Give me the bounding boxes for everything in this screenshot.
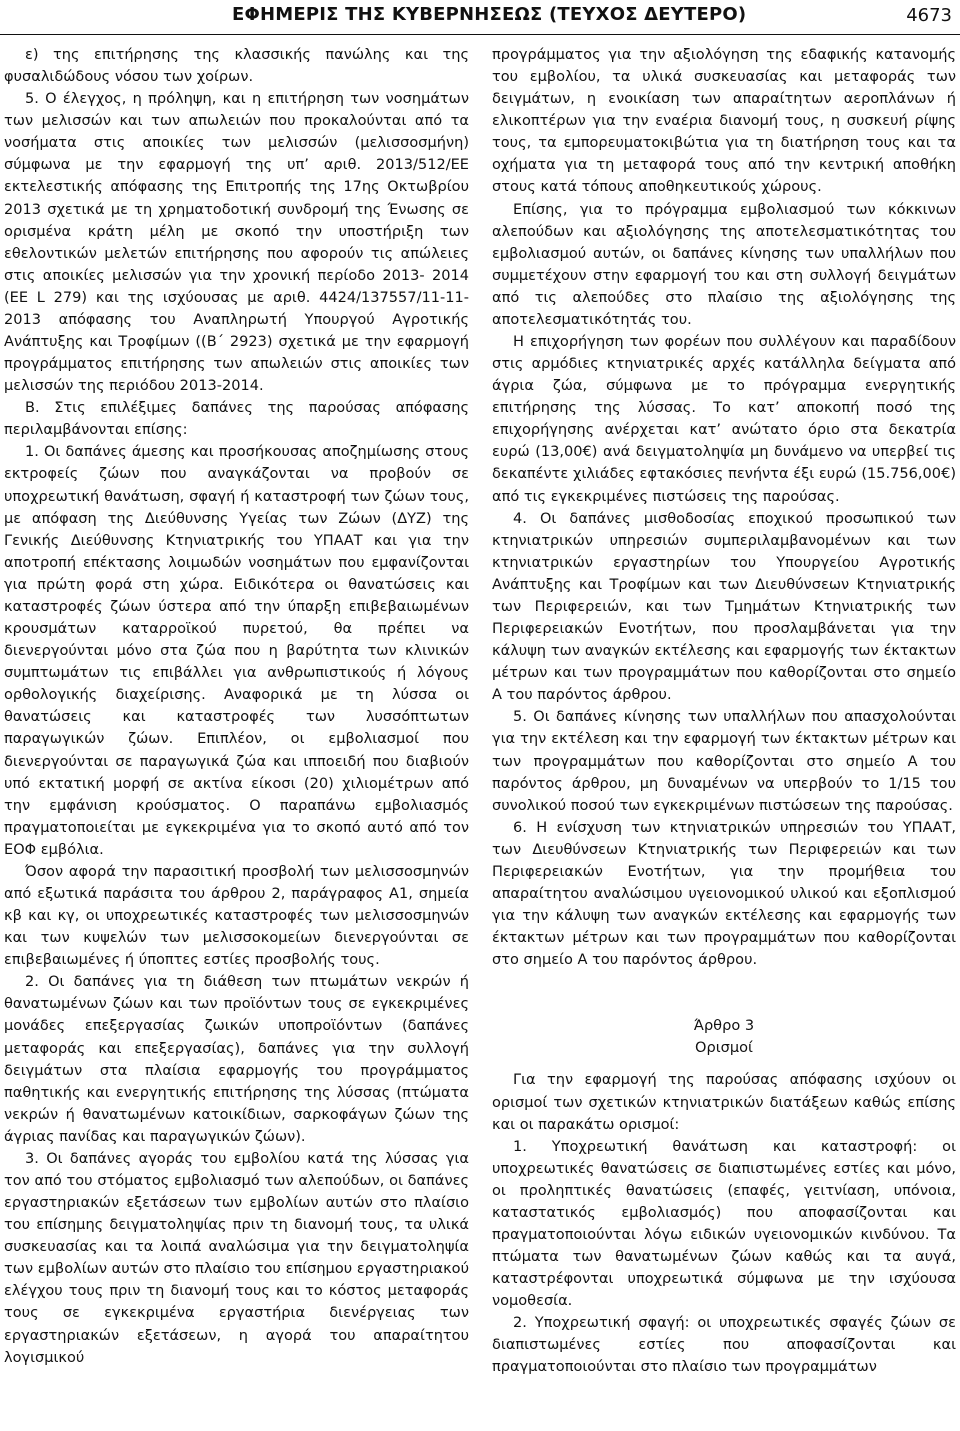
paragraph: 2. Οι δαπάνες για τη διάθεση των πτωμάτων νεκρών ή θανατωμένων ζώων και των προϊόντων τους σε εγκεκριμένες μονάδες επεξεργασίας ζωικών υποπροϊόντων (δαπάνες μεταφοράς και επεξεργασίας), δαπάνες για την συλλογή δειγμάτων στα πλαίσια εφαρμογής του προγράμματος παθητικής και ενεργητικής επιτήρησης της λύσσας (πτώματα νεκρών ή θανατωμένων κατοικίδιων, σαρκοφάγων ζώων της άγριας πανίδας και παραγωγικών ζώων).: [4, 973, 469, 1145]
paragraph: 6. Η ενίσχυση των κτηνιατρικών υπηρεσιών του ΥΠΑΑΤ, των Διευθύνσεων Κτηνιατρικής των Περιφερειών και των Περιφερειακών Ενοτήτων, για την προμήθεια του απαραίτητου αναλώσιμου υγειονομικού υλικού και εξοπλισμού για την κάλυψη των αναγκών εκτέλεσης και εφαρμογής των έκτακτων μέτρων και των προγραμμάτων που καθορίζονται στο σημείο Α του παρόντος άρθρου.: [492, 818, 956, 969]
paragraph: 5. Ο έλεγχος, η πρόληψη, και η επιτήρηση των νοσημάτων των μελισσών και των απωλειών που προκαλούνται από τα νοσήματα στις αποικίες των μελισσών (μελισσοσμήνη) σύμφωνα με την εφαρμογή της υπ’ αριθ. 2013/512/ΕΕ εκτελεστικής απόφασης της Επιτροπής της 17ης Οκτωβρίου 2013 σχετικά με τη χρηματοδοτική συνδρομή της Ένωσης σε ορισμένα κράτη μέλη με σκοπό την υποστήριξη των εθελοντικών μελετών επιτήρησης που αφορούν τις απώλειες στις αποικίες μελισσών για την χρονική περίοδο 2013- 2014 (ΕΕ L 279) και της ισχύουσας με αριθ. 4424/137557/11-11-2013 απόφασης του Αναπληρωτή Υπουργού Αγροτικής Ανάπτυξης και Τροφίμων ((Β΄ 2923) σχετικά με την εφαρμογή προγράμματος επιτήρησης των απωλειών στις αποικίες των μελισσών της περιόδου 2013-2014.: [4, 90, 469, 395]
paragraph: ε) της επιτήρησης της κλασσικής πανώλης και της φυσαλιδώδους νόσου των χοίρων.: [4, 46, 469, 86]
paragraph: Β. Στις επιλέξιμες δαπάνες της παρούσας απόφασης περιλαμβάνονται επίσης:: [4, 399, 469, 439]
paragraph: 1. Οι δαπάνες άμεσης και προσήκουσας αποζημίωσης στους εκτροφείς ζώων που αναγκάζονται να προβούν σε υποχρεωτική θανάτωση, σφαγή ή καταστροφή των ζώων τους, με απόφαση της Διεύθυνσης Υγείας των Ζώων (ΔΥΖ) της Γενικής Διεύθυνσης Κτηνιατρικής του ΥΠΑΑΤ και για την αποτροπή επέκτασης λοιμωδών νοσημάτων που εμφανίζονται για πρώτη φορά στη χώρα. Ειδικότερα οι θανατώσεις και καταστροφές ζώων ύστερα από την ύπαρξη επιβεβαιωμένων κρουσμάτων καταρροϊκού πυρετού, θα πρέπει να διενεργούνται μόνο στα ζώα που η βαρύτητα των κλινικών συμπτωμάτων τις επιβάλλει για ανθρωπιστικούς ή λόγους ορθολογικής διαχείρισης. Αναφορικά με τη λύσσα οι θανατώσεις και καταστροφές των λυσσόπτωτων παραγωγικών ζώων. Επιπλέον, οι εμβολιασμοί που διενεργούνται σε παραγωγικά ζώα και ιπποειδή που διαβιούν υπό εκτατική μορφή σε ακτίνα είκοσι (20) χιλιομέτρων από την εμφάνιση κρούσματος. Ο παραπάνω εμβολιασμός πραγματοποιείται με εγκεκριμένα για το σκοπό αυτό από τον ΕΟΦ εμβόλια.: [4, 443, 469, 858]
article-title: Ορισμοί: [695, 1039, 753, 1057]
article-number: Άρθρο 3: [693, 1017, 755, 1035]
article-heading: [492, 1015, 956, 1059]
page-number: 4673: [906, 5, 952, 26]
paragraph: 2. Υποχρεωτική σφαγή: οι υποχρεωτικές σφαγές ζώων σε διαπιστωμένες εστίες που αποφασίζονται και πραγματοποιούνται στο πλαίσιο των προγραμμάτων: [492, 1314, 956, 1376]
paragraph: 3. Οι δαπάνες αγοράς του εμβολίου κατά της λύσσας για τον από του στόματος εμβολιασμό των αλεπούδων, οι δαπάνες εργαστηριακών εξετάσεων των εμβολίων αυτών στο πλαίσιο του επίσημης δειγματοληψίας πριν τη διανομή τους, τα υλικά συσκευασίας και τα λοιπά αναλώσιμα για την δειγματοληψία των εμβολίων αυτών στο πλαίσιο του επίσημου εργαστηριακού ελέγχου τους πριν τη διανομή τους και το κόστος μεταφοράς τους σε εγκεκριμένα εργαστήρια διενέργειας των εργαστηριακών εξετάσεων, η αγορά του απαραίτητου λογισμικού: [4, 1149, 469, 1366]
gazette-title: ΕΦΗΜΕΡΙΣ ΤΗΣ ΚΥΒΕΡΝΗΣΕΩΣ (ΤΕΥΧΟΣ ΔΕΥΤΕΡΟ): [232, 4, 747, 25]
right-column: [492, 44, 956, 1379]
paragraph: 4. Οι δαπάνες μισθοδοσίας εποχικού προσωπικού των κτηνιατρικών υπηρεσιών συμπεριλαμβανομένων και των κτηνιατρικών εργαστηρίων του Υπουργείου Αγροτικής Ανάπτυξης και Τροφίμων και των Διευθύνσεων Κτηνιατρικής των Περιφερειών, και των Τμημάτων Κτηνιατρικής των Περιφερειακών Ενοτήτων, που προσλαμβάνεται για την κάλυψη των αναγκών εκτέλεσης και εφαρμογής των έκτακτων μέτρων και των προγραμμάτων που καθορίζονται στο σημείο Α του παρόντος άρθρου.: [492, 509, 956, 704]
paragraph: Η επιχορήγηση των φορέων που συλλέγουν και παραδίδουν στις αρμόδιες κτηνιατρικές αρχές κατάλληλα δείγματα από άγρια ζώα, σύμφωνα με το πρόγραμμα ενεργητικής επιτήρησης της λύσσας. Το κατ’ αποκοπή ποσό της επιχορήγησης ανέρχεται κατ’ ανώτατο όριο στα δεκατρία ευρώ (13,00€) ανά δειγματοληψία μη δυνάμενο να υπερβεί τις δεκαπέντε χιλιάδες εφτακόσιες πενήντα έξι ευρώ (15.756,00€) από τις εγκεκριμένες πιστώσεις της παρούσας.: [492, 333, 956, 505]
paragraph: 5. Οι δαπάνες κίνησης των υπαλλήλων που απασχολούνται για την εκτέλεση και την εφαρμογή των έκτακτων μέτρων και των προγραμμάτων που καθορίζονται στο σημείο Α του παρόντος άρθρου, μη δυναμένων να υπερβούν το 1/15 του συνολικού ποσού των εγκεκριμένων πιστώσεων της παρούσας.: [492, 708, 956, 814]
page-header: [0, 0, 960, 35]
paragraph: Για την εφαρμογή της παρούσας απόφασης ισχύουν οι ορισμοί των σχετικών κτηνιατρικών διατάξεων καθώς επίσης και οι παρακάτω ορισμοί:: [492, 1071, 956, 1133]
paragraph: προγράμματος για την αξιολόγηση της εδαφικής κατανομής του εμβολίου, τα υλικά συσκευασίας και μεταφοράς των δειγμάτων, η ενοικίαση των απαραίτητων αεροπλάνων ή ελικοπτέρων για την εναέρια διανομή τους, η συσκευή ρίψης τους, τα εμπορευματοκιβώτια για τη διατήρηση τους και τα οχήματα για τη μεταφορά τους από την κεντρική αποθήκη στους κατά τόπους αποθηκευτικούς χώρους.: [492, 46, 956, 196]
left-column: [4, 44, 469, 1369]
paragraph: Επίσης, για το πρόγραμμα εμβολιασμού των κόκκινων αλεπούδων και αξιολόγησης της αποτελεσματικότητας του εμβολιασμού αυτών, οι δαπάνες κίνησης των υπαλλήλων που συμμετέχουν στην εφαρμογή του και στη συλλογή δειγμάτων από τις αλεπούδες στο πλαίσιο της αξιολόγησης της αποτελεσματικότητάς του.: [492, 200, 956, 328]
paragraph: 1. Υποχρεωτική θανάτωση και καταστροφή: οι υποχρεωτικές θανατώσεις σε διαπιστωμένες εστίες και μόνο, οι προληπτικές θανατώσεις (επαφές, γειτνίαση, υπόνοια, καταστατικός εμβολιασμός) που αποφασίζονται και πραγματοποιούνται λόγω ειδικών υγειονομικών κινδύνου. Τα πτώματα των θανατωμένων ζώων καθώς και τα αυγά, καταστρέφονται υποχρεωτικά σύμφωνα με την ισχύουσα νομοθεσία.: [492, 1137, 956, 1310]
paragraph: Όσον αφορά την παρασιτική προσβολή των μελισσοσμηνών από εξωτικά παράσιτα του άρθρου 2, παράγραφος Α1, σημεία κβ και κγ, οι υποχρεωτικές καταστροφές των μελισσοσμηνών και των κυψελών των μελισσοκομείων διενεργούνται σε επιβεβαιωμένες ή ύποπτες εστίες προσβολής τους.: [4, 862, 469, 969]
